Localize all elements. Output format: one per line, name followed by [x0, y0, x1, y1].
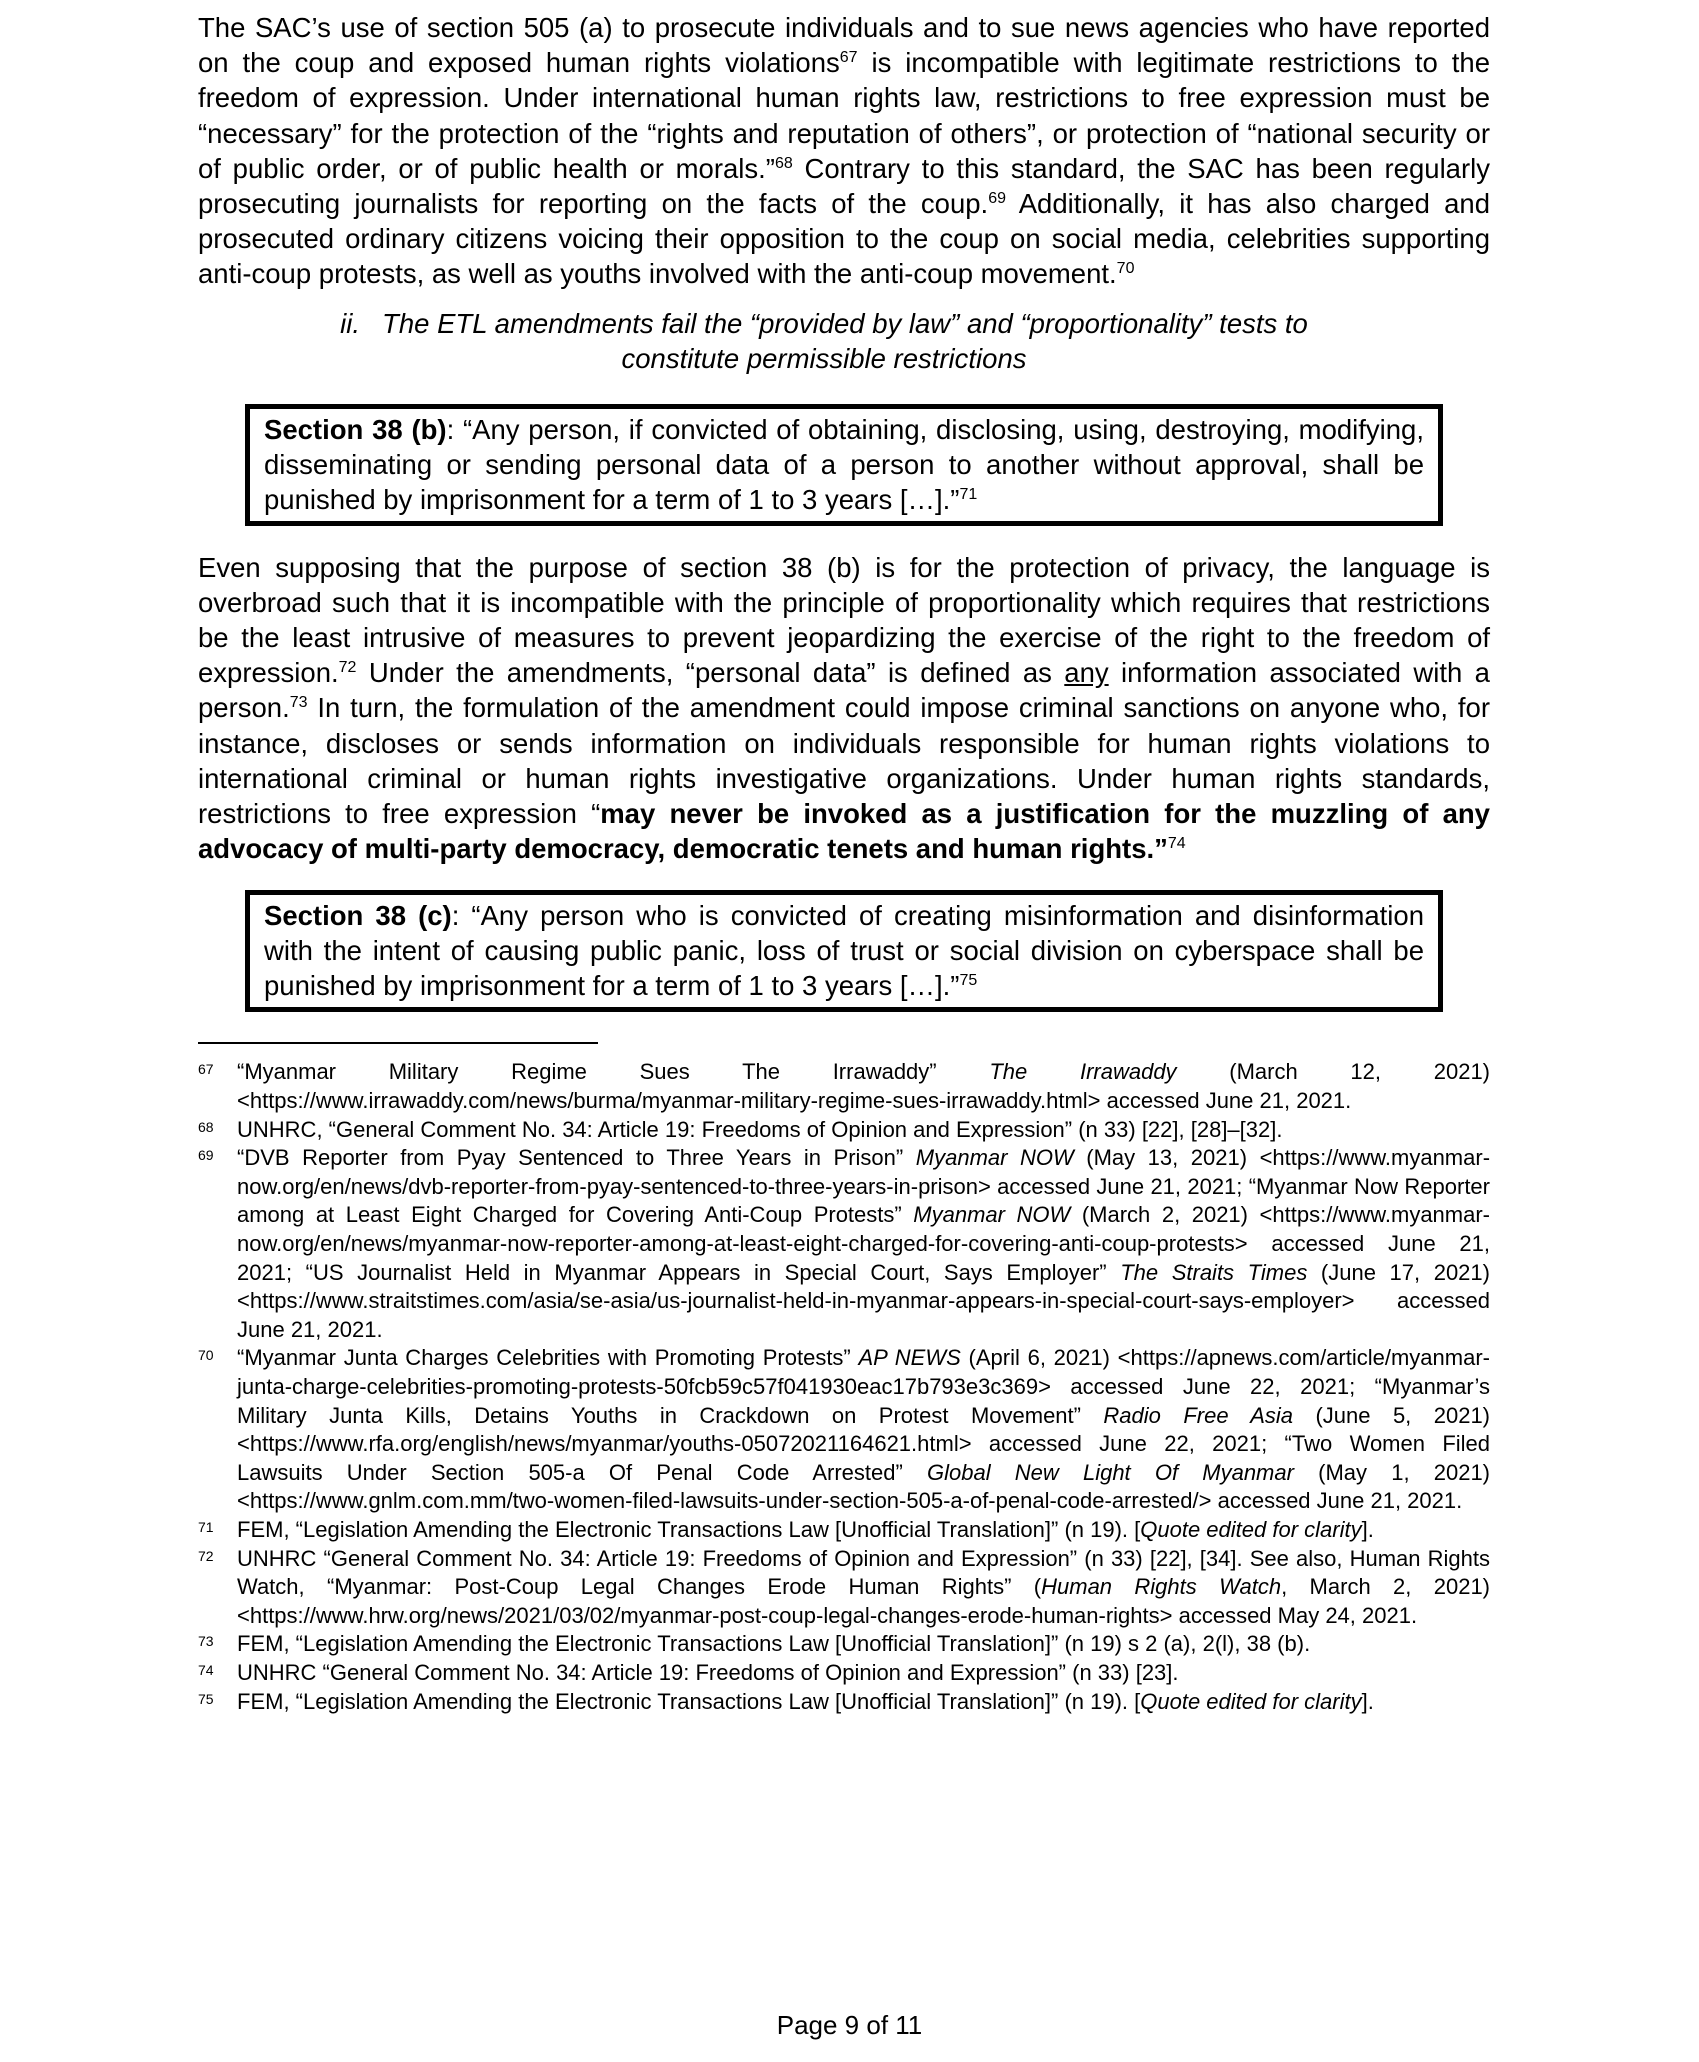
italic-title: Radio Free Asia [1103, 1402, 1294, 1428]
footnote-68 [198, 1116, 1490, 1145]
italic-title: The Irrawaddy [989, 1059, 1177, 1085]
text: is incompatible with legitimate restrictions to the freedom of expression. Under international human rights law, restrictions to free expression must be “necessary” for the protection of the “rights and reputation of others”, or protection of “national security or of public order, or of public health or morals.” [198, 47, 1490, 184]
text: UNHRC “General Comment No. 34: Article 19: Freedoms of Opinion and Expression” (n 33) [22], [34]. See also, Human Rights Watch, “Myanmar: Post-Coup Legal Changes Erode Human Rights” ( [237, 1545, 1490, 1600]
footnote-text [237, 1344, 1490, 1516]
footnote-ref-73[interactable]: 73 [289, 694, 308, 712]
subheading-number: ii. [340, 307, 361, 339]
footnote-number: 68 [198, 1118, 214, 1135]
quote-box-label: Section 38 (c) [264, 900, 452, 932]
text: (April 6, 2021) <https://apnews.com/article/myanmar-junta-charge-celebrities-promoting-protests-50fcb59c57f041930eac17b793e3c369> accessed June 22, 2021; “Myanmar’s Military Junta Kills, Detains Youths in Crackdown on Protest Movement” [237, 1345, 1490, 1428]
footnote-67 [198, 1058, 1490, 1115]
footnote-text: UNHRC, “General Comment No. 34: Article 19: Freedoms of Opinion and Expression” (n 33) [22], [28]–[32]. [237, 1116, 1283, 1142]
footnote-69 [198, 1144, 1490, 1344]
subheading-line-1: The ETL amendments fail the “provided by law” and “proportionality” tests to [382, 307, 1308, 339]
footnote-ref-70[interactable]: 70 [1116, 260, 1135, 278]
footnote-ref-69[interactable]: 69 [988, 189, 1006, 207]
bold-quote: may never be invoked as a justification for the muzzling of any advocacy of multi-party democracy, democratic tenets and human rights [198, 798, 1490, 865]
footnote-73 [198, 1630, 1490, 1659]
text: (May 13, 2021) <https://www.myanmar-now.org/en/news/dvb-reporter-from-pyay-sentenced-to-three-years-in-prison> accessed June 21, 2021; “Myanmar Now Reporter among at Least Eight Charged for Covering Anti-Coup Protests” [237, 1145, 1491, 1228]
footnote-number: 69 [198, 1147, 214, 1164]
text: (March 12, 2021) <https://www.irrawaddy.com/news/burma/myanmar-military-regime-sues-irrawaddy.html> accessed June 21, 2021. [237, 1059, 1490, 1114]
footnotes [198, 1058, 1490, 1716]
footnote-ref-68[interactable]: 68 [774, 154, 793, 172]
footnote-text [237, 1058, 1490, 1115]
text: FEM, “Legislation Amending the Electronic Transactions Law [Unofficial Translation]” (n 19). [ [237, 1516, 1141, 1542]
body-paragraph-1 [198, 10, 1490, 292]
footnote-number: 74 [198, 1661, 214, 1678]
subheading-line-2: constitute permissible restrictions [621, 342, 1027, 374]
quote-box-section-38c [245, 890, 1443, 1012]
text: (June 5, 2021) <https://www.rfa.org/english/news/myanmar/youths-05072021164621.html> accessed June 22, 2021; “Two Women Filed Lawsuits Under Section 505-a Of Penal Code Arrested” [237, 1402, 1491, 1485]
footnote-ref-67[interactable]: 67 [839, 49, 858, 67]
text: Contrary to this standard, the SAC has been regularly prosecuting journalists for reporting on the facts of the coup. [198, 152, 1490, 220]
footnote-number: 71 [198, 1518, 214, 1535]
quote-box-label: Section 38 (b) [264, 413, 447, 445]
page-number: Page 9 of 11 [776, 2010, 923, 2040]
text: FEM, “Legislation Amending the Electronic Transactions Law [Unofficial Translation]” (n 19). [ [237, 1688, 1141, 1714]
quote-box-section-38b [245, 404, 1443, 526]
text: ]. [1361, 1516, 1374, 1542]
section-subheading [198, 306, 1490, 376]
text: , March 2, 2021) <https://www.hrw.org/news/2021/03/02/myanmar-post-coup-legal-changes-erode-human-rights> accessed May 24, 2021. [237, 1574, 1491, 1628]
footnote-ref-75[interactable]: 75 [959, 972, 978, 990]
footnote-separator [198, 1042, 598, 1044]
footnote-text [237, 1688, 1490, 1717]
footnote-text: FEM, “Legislation Amending the Electronic Transactions Law [Unofficial Translation]” (n 19) s 2 (a), 2(l), 38 (b). [237, 1631, 1311, 1657]
text: (March 2, 2021) <https://www.myanmar-now.org/en/news/myanmar-now-reporter-among-at-least-eight-charged-for-covering-anti-coup-protests> accessed June 21, 2021; “US Journalist Held in Myanmar Appears in Special Court, Says Employer” [237, 1202, 1490, 1285]
text: In turn, the formulation of the amendment could impose criminal sanctions on anyone who, for instance, discloses or sends information on individuals responsible for human rights violations to international criminal or human rights investigative organizations. Under human rights standards, restrictions to free expression “ [198, 692, 1490, 830]
underlined-word: any [1064, 657, 1109, 689]
quote-box-text: : “Any person who is convicted of creating misinformation and disinformation with the intent of causing public panic, loss of trust or social division on cyberspace shall be punished by imprisonment for a term of 1 to 3 years […].” [264, 900, 1424, 1002]
text: (May 1, 2021) <https://www.gnlm.com.mm/two-women-filed-lawsuits-under-section-505-a-of-penal-code-arrested/> accessed June 21, 2021. [237, 1459, 1491, 1514]
footnote-number: 70 [198, 1347, 214, 1364]
text: “Myanmar Junta Charges Celebrities with Promoting Protests” [237, 1345, 859, 1371]
text: Additionally, it has also charged and prosecuted ordinary citizens voicing their opposition to the coup on social media, celebrities supporting anti-coup protests, as well as youths involved with the anti-coup movement. [198, 188, 1490, 290]
text: information associated with a person. [198, 657, 1490, 724]
footnote-text [237, 1516, 1490, 1545]
footnote-ref-72[interactable]: 72 [338, 659, 357, 677]
text: The SAC’s use of section 505 (a) to prosecute individuals and to sue news agencies who have reported on the coup and exposed human rights violations [198, 12, 1490, 79]
footnote-72 [198, 1545, 1490, 1631]
footnote-70 [198, 1344, 1490, 1516]
text: “DVB Reporter from Pyay Sentenced to Three Years in Prison” [237, 1145, 916, 1171]
quote-box-text: : “Any person, if convicted of obtaining, disclosing, using, destroying, modifying, disseminating or sending personal data of a person to another without approval, shall be punished by imprisonment for a term of 1 to 3 years […].” [264, 413, 1424, 515]
italic-title: The Straits Times [1120, 1259, 1308, 1285]
italic-title: AP NEWS [858, 1345, 961, 1371]
footnote-text: UNHRC “General Comment No. 34: Article 19: Freedoms of Opinion and Expression” (n 33) [23]. [237, 1659, 1179, 1685]
footnote-number: 73 [198, 1633, 214, 1650]
italic-title: Human Rights Watch [1041, 1574, 1282, 1600]
italic-title: Myanmar NOW [913, 1202, 1071, 1228]
footnote-ref-71[interactable]: 71 [959, 485, 978, 503]
text: ]. [1361, 1688, 1374, 1714]
text: Even supposing that the purpose of section 38 (b) is for the protection of privacy, the language is overbroad such that it is incompatible with the principle of proportionality which requires that restrictions be the least intrusive of measures to prevent jeopardizing the exercise of the right to the freedom of expression. [198, 551, 1490, 689]
footnote-number: 72 [198, 1547, 214, 1564]
footnote-number: 75 [198, 1690, 214, 1707]
footnote-text [237, 1545, 1490, 1631]
body-paragraph-2 [198, 550, 1490, 867]
italic-title: Global New Light Of Myanmar [926, 1459, 1294, 1485]
document-page [198, 10, 1490, 1716]
footnote-71 [198, 1516, 1490, 1545]
text: .” [1146, 833, 1168, 865]
footnote-75 [198, 1688, 1490, 1717]
italic-title: Myanmar NOW [915, 1145, 1074, 1171]
footnote-text [237, 1144, 1490, 1344]
italic-note: Quote edited for clarity [1140, 1516, 1362, 1542]
text: (June 17, 2021) <https://www.straitstimes.com/asia/se-asia/us-journalist-held-in-myanmar-appears-in-special-court-says-employer> accessed June 21, 2021. [237, 1259, 1490, 1342]
italic-note: Quote edited for clarity [1140, 1688, 1362, 1714]
footnote-74 [198, 1659, 1490, 1688]
text: “Myanmar Military Regime Sues The Irrawaddy” [237, 1059, 990, 1085]
footnote-number: 67 [198, 1061, 214, 1078]
text: Under the amendments, “personal data” is defined as [356, 657, 1065, 689]
footnote-ref-74[interactable]: 74 [1167, 835, 1186, 853]
